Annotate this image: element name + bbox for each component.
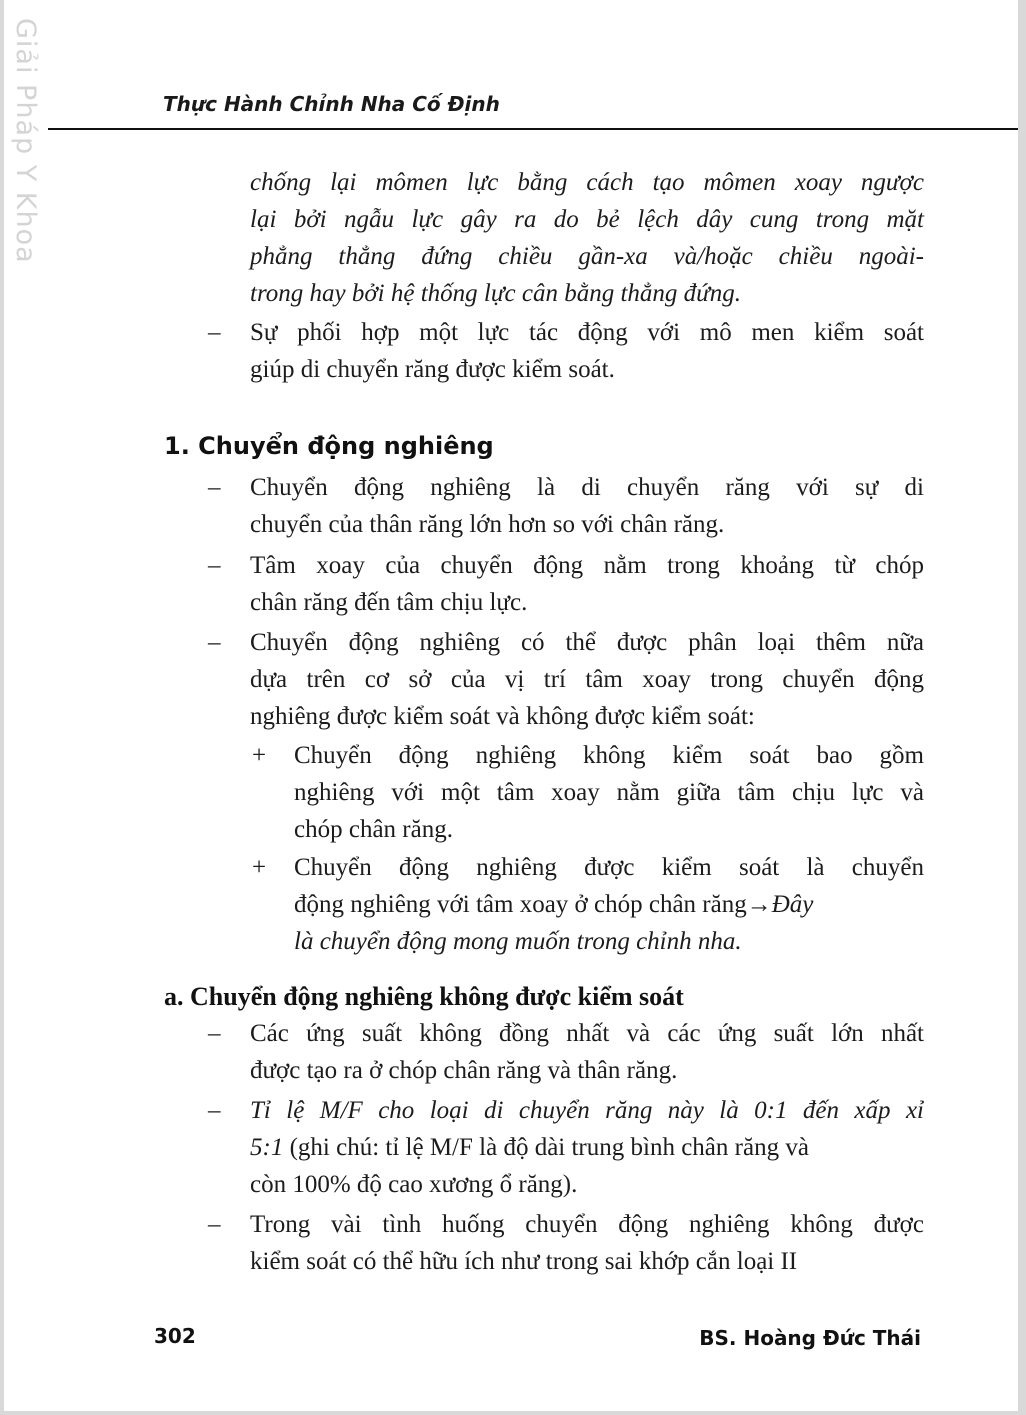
dash-bullet: – [208,1097,221,1124]
text-run-italic: Đây [771,891,814,918]
text-line: phẳng thẳng đứng chiều gần-xa và/hoặc chiều ngoài- [250,243,924,270]
text-line: dựa trên cơ sở của vị trí tâm xoay trong chuyển động [250,666,924,693]
dash-bullet: – [208,1211,221,1238]
text-line: Tâm xoay của chuyển động nằm trong khoảng từ chóp [250,552,924,579]
text-line: trong hay bởi hệ thống lực cân bằng thẳng đứng. [250,280,742,307]
watermark-text: Giải Pháp Y Khoa [10,18,41,264]
subsection-heading: a. Chuyển động nghiêng không được kiểm soát [164,982,684,1011]
page-number: 302 [154,1324,196,1348]
section-heading: 1. Chuyển động nghiêng [164,432,494,460]
plus-bullet: + [252,854,267,881]
text-line: lại bởi ngẫu lực gây ra do bẻ lệch dây cung trong mặt [250,206,924,233]
text-line: Trong vài tình huống chuyển động nghiêng không được [250,1211,924,1238]
text-line: chuyển của thân răng lớn hơn so với chân răng. [250,511,725,538]
dash-bullet: – [208,552,221,579]
text-line: giúp di chuyển răng được kiểm soát. [250,356,615,383]
text-line: kiểm soát có thể hữu ích như trong sai khớp cắn loại II [250,1248,798,1275]
text-line [294,886,813,923]
book-page [4,0,1018,1411]
text-line: được tạo ra ở chóp chân răng và thân răng. [250,1057,678,1084]
plus-bullet: + [252,742,267,769]
text-run: động nghiêng với tâm xoay ở chóp chân răng→ [294,891,772,918]
author-credit: BS. Hoàng Đức Thái [699,1326,921,1350]
text-line: chóp chân răng. [294,816,453,843]
dash-bullet: – [208,319,221,346]
dash-bullet: – [208,1020,221,1047]
text-run: (ghi chú: tỉ lệ M/F là độ dài trung bình chân răng và [283,1134,809,1161]
dash-bullet: – [208,629,221,656]
text-line: Chuyển động nghiêng là di chuyển răng với sự di [250,474,924,501]
text-line: là chuyển động mong muốn trong chỉnh nha. [294,928,742,955]
text-line: nghiêng với một tâm xoay nằm giữa tâm chịu lực và [294,779,924,806]
header-rule [48,128,1018,130]
text-line: còn 100% độ cao xương ổ răng). [250,1171,578,1198]
text-line: nghiêng được kiểm soát và không được kiểm soát: [250,703,755,730]
text-line: Sự phối hợp một lực tác động với mô men kiểm soát [250,319,924,346]
dash-bullet: – [208,474,221,501]
text-line: Tỉ lệ M/F cho loại di chuyển răng này là 0:1 đến xấp xỉ [250,1097,924,1124]
text-run-italic: 5:1 [250,1134,284,1161]
text-line: Các ứng suất không đồng nhất và các ứng suất lớn nhất [250,1020,924,1047]
watermark [10,18,44,264]
text-line: chống lại mômen lực bằng cách tạo mômen xoay ngược [250,169,924,196]
text-line: Chuyển động nghiêng được kiểm soát là chuyển [294,854,924,881]
running-header: Thực Hành Chỉnh Nha Cố Định [163,92,500,116]
text-line [250,1129,809,1166]
text-line: chân răng đến tâm chịu lực. [250,589,528,616]
text-line: Chuyển động nghiêng không kiểm soát bao gồm [294,742,924,769]
text-line: Chuyển động nghiêng có thể được phân loại thêm nữa [250,629,924,656]
